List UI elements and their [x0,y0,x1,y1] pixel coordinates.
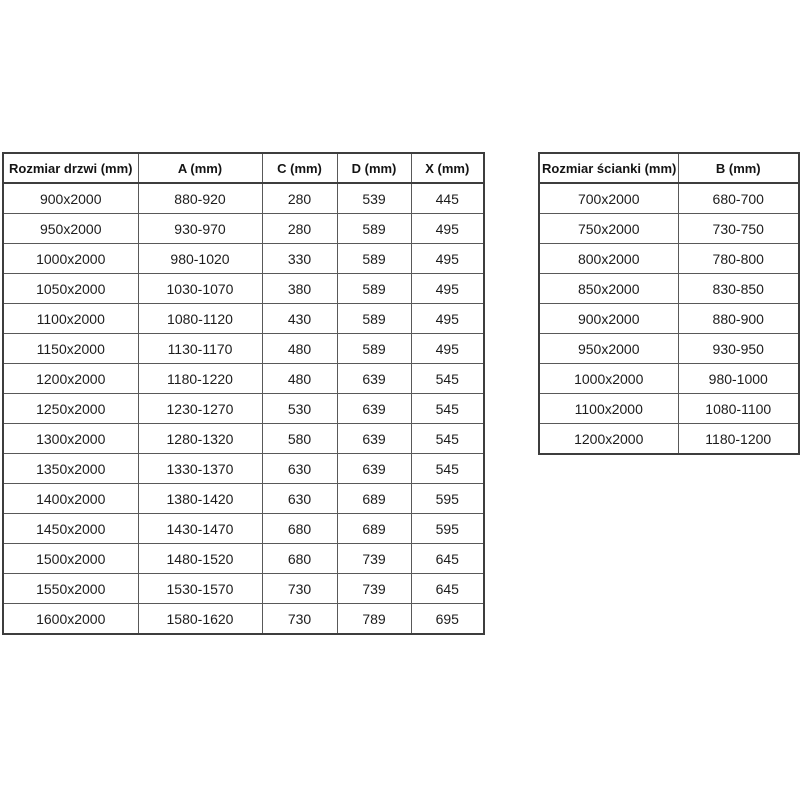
table-row [539,244,799,274]
table-row [3,304,484,334]
table-cell: 900x2000 [3,183,138,214]
header-row [3,153,484,183]
table-cell: 980-1020 [138,244,262,274]
table-cell: 680-700 [678,183,799,214]
table-row [539,304,799,334]
table-cell: 950x2000 [539,334,678,364]
table-cell: 1050x2000 [3,274,138,304]
header-row [539,153,799,183]
table-cell: 1080-1120 [138,304,262,334]
table-cell: 595 [411,484,484,514]
table-cell: 1000x2000 [539,364,678,394]
table-cell: 1480-1520 [138,544,262,574]
table-cell: 900x2000 [539,304,678,334]
table-cell: 495 [411,244,484,274]
table-cell: 689 [337,514,411,544]
table-cell: 1430-1470 [138,514,262,544]
table-row [539,334,799,364]
table-row [3,364,484,394]
table-cell: 950x2000 [3,214,138,244]
table-cell: 850x2000 [539,274,678,304]
table-cell: 1250x2000 [3,394,138,424]
table-cell: 445 [411,183,484,214]
table-cell: 1330-1370 [138,454,262,484]
table-cell: 380 [262,274,337,304]
table-cell: 1130-1170 [138,334,262,364]
table-cell: 689 [337,484,411,514]
table-row [3,604,484,635]
table-cell: 639 [337,364,411,394]
table-cell: 789 [337,604,411,635]
table-row [3,244,484,274]
table-cell: 639 [337,394,411,424]
table-cell: 280 [262,183,337,214]
table-cell: 280 [262,214,337,244]
table-cell: 1400x2000 [3,484,138,514]
table-cell: 730-750 [678,214,799,244]
table-cell: 645 [411,544,484,574]
table-cell: 930-950 [678,334,799,364]
table-row [3,214,484,244]
table-cell: 1100x2000 [3,304,138,334]
table-row [3,424,484,454]
table-cell: 495 [411,274,484,304]
table-cell: 630 [262,484,337,514]
table-cell: 1100x2000 [539,394,678,424]
table-cell: 1500x2000 [3,544,138,574]
table-cell: 700x2000 [539,183,678,214]
table-row [3,514,484,544]
table-cell: 1150x2000 [3,334,138,364]
table-cell: 495 [411,214,484,244]
table-cell: 680 [262,544,337,574]
table-row [3,544,484,574]
table-cell: 545 [411,424,484,454]
column-header: B (mm) [678,153,799,183]
table-cell: 495 [411,334,484,364]
column-header: Rozmiar drzwi (mm) [3,153,138,183]
table-cell: 639 [337,424,411,454]
table-cell: 695 [411,604,484,635]
table-row [539,214,799,244]
table-row [3,454,484,484]
table-cell: 539 [337,183,411,214]
table-cell: 750x2000 [539,214,678,244]
table-cell: 589 [337,334,411,364]
table-cell: 1280-1320 [138,424,262,454]
table-cell: 589 [337,304,411,334]
wall-sizes-table [538,152,800,455]
table-row [3,394,484,424]
table-cell: 880-920 [138,183,262,214]
table-cell: 545 [411,364,484,394]
table-cell: 680 [262,514,337,544]
door-sizes-table [2,152,485,635]
table-cell: 1230-1270 [138,394,262,424]
table-row [539,183,799,214]
table-cell: 1200x2000 [3,364,138,394]
table-cell: 780-800 [678,244,799,274]
table-cell: 330 [262,244,337,274]
table-cell: 1530-1570 [138,574,262,604]
table-cell: 630 [262,454,337,484]
table-cell: 480 [262,334,337,364]
table-row [3,274,484,304]
table-row [3,334,484,364]
table-cell: 1030-1070 [138,274,262,304]
table-cell: 1350x2000 [3,454,138,484]
table-row [3,484,484,514]
table-cell: 1000x2000 [3,244,138,274]
column-header: A (mm) [138,153,262,183]
table-cell: 589 [337,244,411,274]
table-cell: 1180-1200 [678,424,799,455]
table-cell: 980-1000 [678,364,799,394]
table-cell: 1380-1420 [138,484,262,514]
table-cell: 545 [411,394,484,424]
table-row [3,183,484,214]
table-cell: 1600x2000 [3,604,138,635]
table-row [539,364,799,394]
table-cell: 830-850 [678,274,799,304]
table-cell: 880-900 [678,304,799,334]
table-cell: 930-970 [138,214,262,244]
table-cell: 730 [262,604,337,635]
table-cell: 1180-1220 [138,364,262,394]
table-cell: 645 [411,574,484,604]
table-row [539,274,799,304]
table-cell: 430 [262,304,337,334]
table-cell: 730 [262,574,337,604]
table-cell: 1550x2000 [3,574,138,604]
table-cell: 1200x2000 [539,424,678,455]
table-cell: 1300x2000 [3,424,138,454]
column-header: X (mm) [411,153,484,183]
table-cell: 545 [411,454,484,484]
table-cell: 595 [411,514,484,544]
column-header: Rozmiar ścianki (mm) [539,153,678,183]
table-cell: 530 [262,394,337,424]
table-cell: 589 [337,274,411,304]
column-header: D (mm) [337,153,411,183]
column-header: C (mm) [262,153,337,183]
table-cell: 739 [337,544,411,574]
table-cell: 480 [262,364,337,394]
table-cell: 639 [337,454,411,484]
table-cell: 580 [262,424,337,454]
table-cell: 1580-1620 [138,604,262,635]
table-cell: 1080-1100 [678,394,799,424]
table-row [539,424,799,455]
table-row [539,394,799,424]
door-sizes-table-container [2,152,483,635]
table-cell: 589 [337,214,411,244]
table-cell: 739 [337,574,411,604]
table-cell: 800x2000 [539,244,678,274]
table-cell: 1450x2000 [3,514,138,544]
table-cell: 495 [411,304,484,334]
table-row [3,574,484,604]
wall-sizes-table-container [538,152,798,455]
